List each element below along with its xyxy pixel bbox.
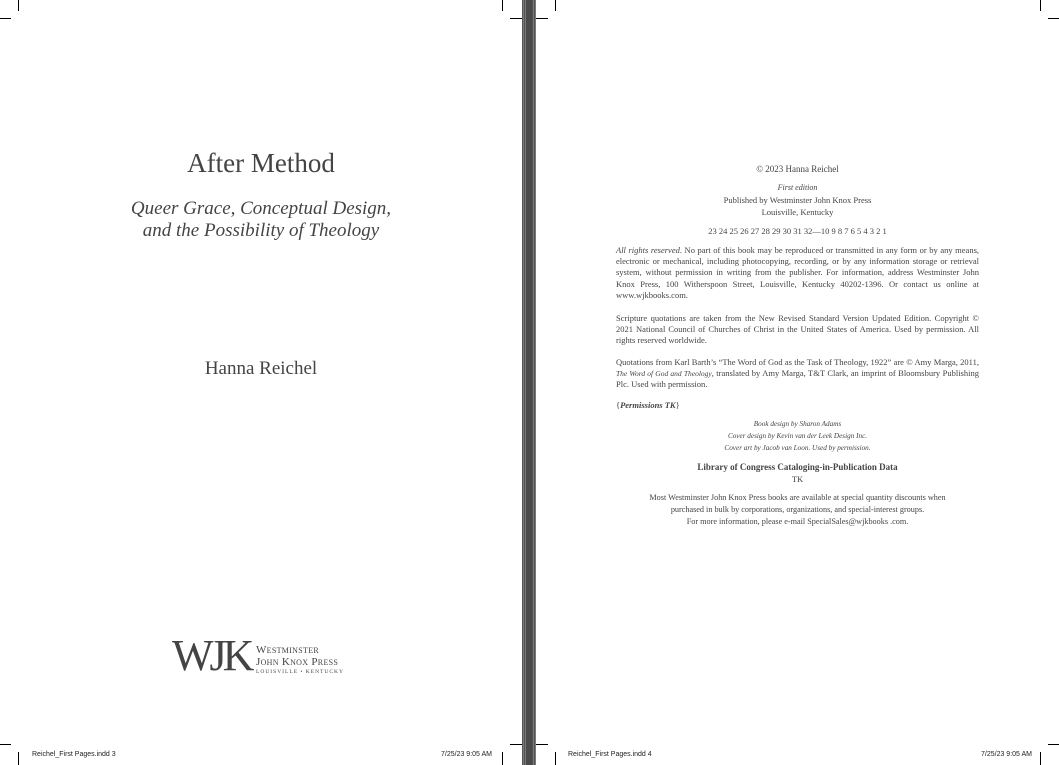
brace-close: } — [675, 400, 680, 410]
quotation-paragraph — [616, 357, 979, 391]
copyright-line: © 2023 Hanna Reichel — [756, 164, 839, 174]
logo-line3: LOUISVILLE • KENTUCKY — [256, 669, 344, 675]
rights-lead: All rights reserved — [616, 245, 680, 255]
crop-mark — [536, 18, 548, 19]
right-page — [536, 0, 1059, 765]
slug-filename: Reichel_First Pages.indd 4 — [568, 751, 652, 758]
crop-mark — [1048, 18, 1059, 19]
quote-part1: Quotations from Karl Barth’s “The Word of God as the Task of Theology, 1922” are © Amy Marga, 2011, — [616, 357, 979, 367]
sales-line1: Most Westminster John Knox Press books are available at special quantity discounts when — [649, 493, 946, 502]
loc-value: TK — [791, 474, 804, 484]
crop-mark — [555, 752, 556, 765]
crop-mark — [0, 18, 11, 19]
crop-mark — [1040, 752, 1041, 765]
crop-mark — [502, 752, 503, 765]
author-name: Hanna Reichel — [204, 358, 318, 379]
crop-mark — [510, 18, 522, 19]
publisher-line: Published by Westminster John Knox Press — [723, 195, 872, 205]
logo-line2: John Knox Press — [256, 656, 339, 668]
crop-mark — [1040, 0, 1041, 11]
printing-line: 23 24 25 26 27 28 29 30 31 32—10 9 8 7 6 5 4 3 2 1 — [708, 226, 887, 236]
book-design-credit: Book design by Sharon Adams — [753, 420, 842, 428]
loc-heading: Library of Congress Cataloging-in-Publication Data — [697, 462, 898, 472]
quote-italic: The Word of God and Theology — [616, 369, 712, 379]
crop-mark — [18, 752, 19, 765]
slug-filename: Reichel_First Pages.indd 3 — [32, 751, 116, 758]
sales-line3: For more information, please e-mail SpecialSales@wjkbooks .com. — [686, 517, 909, 526]
publisher-logo — [172, 631, 362, 680]
left-page — [0, 0, 522, 765]
rights-body: . No part of this book may be reproduced or transmitted in any form or by any means, electronic or mechanical, including photocopying, recording, or by any information storage or retrieval system, without permission in writing from the publisher. For information, address Westminster John Knox Press, 100 Witherspoon Street, Louisville, Kentucky 40202-1396. Or contact us online at www.wjkbooks.com. — [616, 245, 980, 300]
permissions-line — [616, 400, 979, 411]
place-line: Louisville, Kentucky — [761, 207, 834, 217]
scripture-paragraph: Scripture quotations are taken from the New Revised Standard Version Updated Edition. Copyright © 2021 National Council of Churches of Christ in the United States of America. Used by permission. All rights reserved worldwide. — [616, 313, 979, 346]
slug-date: 7/25/23 9:05 AM — [441, 751, 492, 758]
crop-mark — [502, 0, 503, 11]
crop-mark — [1048, 744, 1059, 745]
book-subtitle-line1: Queer Grace, Conceptual Design, — [130, 198, 392, 219]
brace-open: { — [616, 400, 621, 410]
quote-part2: , translated by Amy Marga, T&T Clark, an imprint of Bloomsbury Publishing Plc. Used with permission. — [616, 368, 979, 390]
crop-mark — [536, 744, 548, 745]
slug-date: 7/25/23 9:05 AM — [981, 751, 1032, 758]
crop-mark — [0, 744, 11, 745]
book-subtitle-line2: and the Possibility of Theology — [142, 220, 380, 241]
cover-design-credit: Cover design by Kevin van der Leek Design Inc. — [727, 432, 868, 440]
edition-line: First edition — [777, 183, 818, 192]
logo-line1: Westminster — [256, 644, 320, 656]
crop-mark — [510, 744, 522, 745]
rights-paragraph — [616, 245, 979, 301]
crop-mark — [18, 0, 19, 11]
book-title: After Method — [187, 148, 335, 178]
sales-line2: purchased in bulk by corporations, organizations, and special-interest groups. — [670, 505, 925, 514]
page-spread-gutter — [522, 0, 536, 765]
permissions-text: Permissions TK — [620, 400, 676, 410]
crop-mark — [555, 0, 556, 11]
cover-art-credit: Cover art by Jacob van Loon. Used by permission. — [724, 444, 871, 452]
logo-mark: WJK — [172, 631, 251, 680]
